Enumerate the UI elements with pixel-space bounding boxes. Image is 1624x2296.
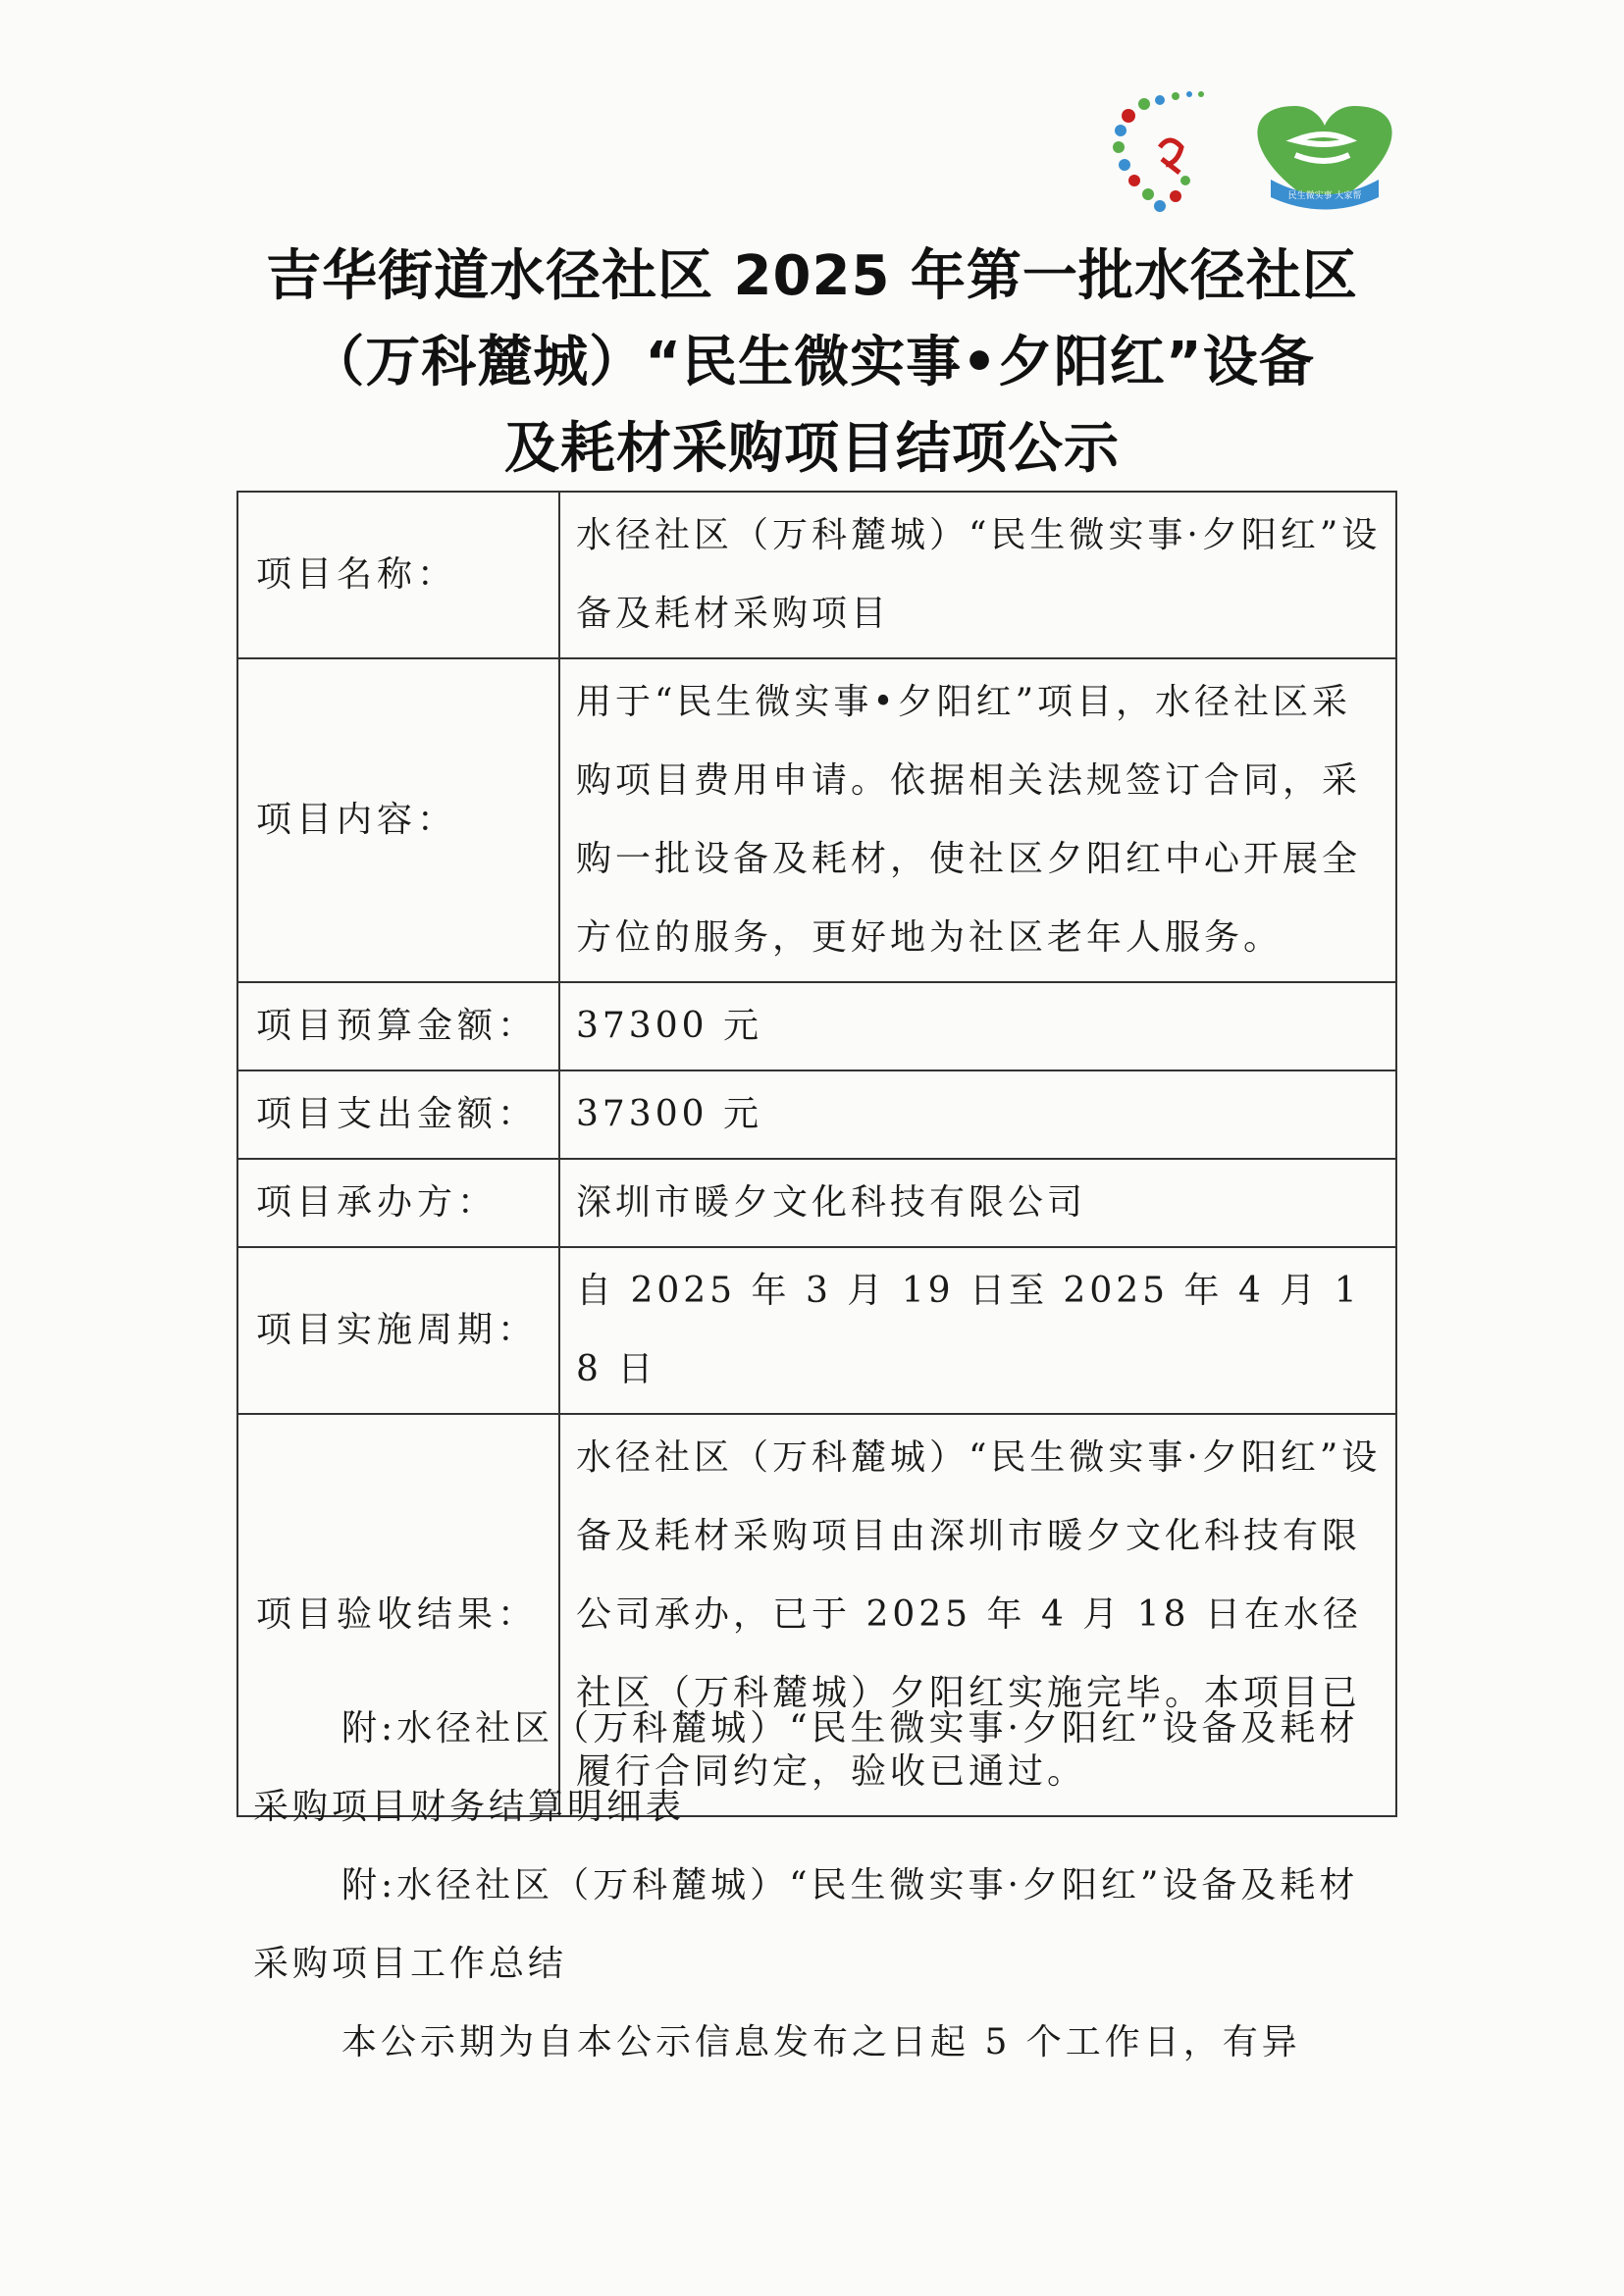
label-period: 项目实施周期： [237, 1247, 559, 1414]
minsheng-heart-logo [1257, 106, 1391, 210]
table-row-expense [237, 1070, 1396, 1159]
value-project-name: 水径社区（万科麓城）“民生微实事·夕阳红”设备及耗材采购项目 [559, 492, 1396, 658]
label-contractor: 项目承办方： [237, 1159, 559, 1247]
table-row-name [237, 492, 1396, 658]
label-project-name: 项目名称： [237, 492, 559, 658]
table-row-period [237, 1247, 1396, 1414]
label-budget: 项目预算金额： [237, 982, 559, 1070]
attachment-1: 附:水径社区（万科麓城）“民生微实事·夕阳红”设备及耗材采购项目财务结算明细表 [253, 1708, 1359, 1827]
value-budget: 37300 元 [559, 982, 1396, 1070]
publicity-period: 本公示期为自本公示信息发布之日起 5 个工作日，有异 [341, 2022, 1301, 2062]
value-project-content: 用于“民生微实事•夕阳红”项目，水径社区采购项目费用申请。依据相关法规签订合同，采购一批设备及耗材，使社区夕阳红中心开展全方位的服务，更好地为社区老年人服务。 [559, 658, 1396, 982]
party-emblem-heart-logo-icon [1099, 86, 1393, 224]
label-result: 项目验收结果： [237, 1414, 559, 1816]
table-row-contractor [237, 1159, 1396, 1247]
attachment-2: 附:水径社区（万科麓城）“民生微实事·夕阳红”设备及耗材采购项目工作总结 [253, 1865, 1359, 1984]
value-period: 自 2025 年 3 月 19 日至 2025 年 4 月 18 日 [559, 1247, 1396, 1414]
logo-caption: 民生微实事 大家帮 [1287, 191, 1362, 201]
project-info-table [236, 491, 1397, 1817]
label-project-content: 项目内容： [237, 658, 559, 982]
label-expense: 项目支出金额： [237, 1070, 559, 1159]
value-contractor: 深圳市暖夕文化科技有限公司 [559, 1159, 1396, 1247]
title-line-3: 及耗材采购项目结项公示 [504, 417, 1120, 481]
value-result: 水径社区（万科麓城）“民生微实事·夕阳红”设备及耗材采购项目由深圳市暖夕文化科技有限公司承办，已于 2025 年 4 月 18 日在水径社区（万科麓城）夕阳红实施完毕。本项目已履行合同约定，验收已通过。 [559, 1414, 1396, 1816]
value-expense: 37300 元 [559, 1070, 1396, 1159]
party-emblem-heart-logo [1113, 91, 1204, 212]
page-title [196, 234, 1428, 493]
table-row-budget [237, 982, 1396, 1070]
table-row-content [237, 658, 1396, 982]
title-line-1: 吉华街道水径社区 2025 年第一批水径社区 [266, 244, 1358, 308]
notes-section [253, 1690, 1382, 2082]
title-line-2: （万科麓城）“民生微实事•夕阳红”设备 [309, 331, 1315, 394]
header-logos [1099, 86, 1393, 224]
